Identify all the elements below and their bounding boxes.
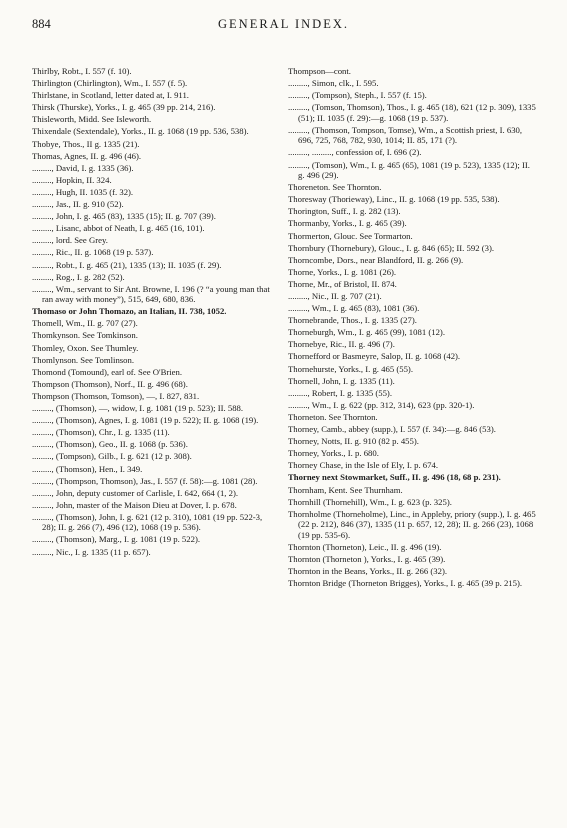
index-entry: Thobye, Thos., II g. 1335 (21). <box>32 138 140 149</box>
index-column-right <box>288 66 536 590</box>
index-entry: Thirlstane, in Scotland, letter dated at, I. 911. <box>32 90 189 101</box>
index-entry: ........., (Thomson), Marg., I. g. 1081 (19 p. 522). <box>32 534 201 545</box>
index-entry: Thornefford or Basmeyre, Salop, II. g. 1068 (42). <box>288 351 461 362</box>
index-entry: Thorington, Suff., I. g. 282 (13). <box>288 206 401 217</box>
page-number: 884 <box>32 17 51 31</box>
index-entry: ........., (Thompson, Thomson), Jas., I. 557 (f. 58):—g. 1081 (28). <box>32 475 258 486</box>
index-entry: ........., (Thomson), Agnes, I. g. 1081 (19 p. 522); II. g. 1068 (19). <box>32 415 259 426</box>
index-entry: Thornton Bridge (Thorneton Brigges), Yorks., I. g. 465 (39 p. 215). <box>288 578 523 589</box>
index-entry: ........., John, deputy customer of Carlisle, I. 642, 664 (1, 2). <box>32 487 239 498</box>
index-entry: ........., Robert, I. g. 1335 (55). <box>288 387 392 398</box>
index-entry: Thomond (Tomound), earl of. See O'Brien. <box>32 366 183 377</box>
index-entry: Thomlynson. See Tomlinson. <box>32 354 135 365</box>
index-entry: Thoreneton. See Thornton. <box>288 182 382 193</box>
index-entry: Thorney, Yorks., I. p. 680. <box>288 448 379 459</box>
index-entry: ........., Rog., I. g. 282 (52). <box>32 271 125 282</box>
index-entry: ........., (Tomson), Wm., I. g. 465 (65), 1081 (19 p. 523), 1335 (12); II. g. 496 (29). <box>288 159 530 181</box>
index-column-left <box>32 66 278 559</box>
index-entry: Thomas, Agnes, II. g. 496 (46). <box>32 150 142 161</box>
index-entry: Thornebye, Ric., II. g. 496 (7). <box>288 339 395 350</box>
index-entry: Thompson (Thomson, Tomson), —, I. 827, 831. <box>32 390 200 401</box>
index-entry: Thornton (Thorneton ), Yorks., I. g. 465 (39). <box>288 553 446 564</box>
index-entry: ........., Simon, clk., I. 595. <box>288 78 379 89</box>
index-entry: ........., David, I. g. 1335 (36). <box>32 162 134 173</box>
index-entry: ........., lord. See Grey. <box>32 235 108 246</box>
index-entry: Thisleworth, Midd. See Isleworth. <box>32 114 152 125</box>
index-entry: Thomell, Wm., II. g. 707 (27). <box>32 318 138 329</box>
index-entry: ........., Jas., II. g. 910 (52). <box>32 199 124 210</box>
index-entry: ........., Hugh, II. 1035 (f. 32). <box>32 186 134 197</box>
index-entry: Thorney, Notts, II. g. 910 (82 p. 455). <box>288 436 419 447</box>
index-entry: ........., (Thomson, Tompson, Tomse), Wm., a Scottish priest, I. 630, 696, 725, 768, 782, 930, 1014; II. 85, 171 (?). <box>288 124 523 146</box>
index-entry: ........., Hopkin, II. 324. <box>32 174 112 185</box>
index-entry: Thorney Chase, in the Isle of Ely, I. p. 674. <box>288 460 438 471</box>
index-entry: ........., Lisanc, abbot of Neath, I. g. 465 (16, 101). <box>32 223 205 234</box>
index-entry: ........., (Tompson), Gilb., I. g. 621 (12 p. 308). <box>32 451 192 462</box>
index-entry: Thomley, Oxon. See Thumley. <box>32 342 139 353</box>
index-entry: Thornehurste, Yorks., I. g. 465 (55). <box>288 363 413 374</box>
index-entry: Thompson (Thomson), Norf., II. g. 496 (68). <box>32 378 188 389</box>
index-entry: Thornebrande, Thos., I. g. 1335 (27). <box>288 315 417 326</box>
index-entry: ........., Nic., I. g. 1335 (11 p. 657). <box>32 546 151 557</box>
index-entry: ........., (Tompson), Steph., I. 557 (f. 15). <box>288 90 427 101</box>
index-entry: Thorne, Yorks., I. g. 1081 (26). <box>288 266 397 277</box>
running-head: GENERAL INDEX. <box>218 17 349 31</box>
index-entry: Thirlby, Robt., I. 557 (f. 10). <box>32 66 132 76</box>
index-entry: Thoresway (Thorieway), Linc., II. g. 1068 (19 pp. 535, 538). <box>288 194 500 205</box>
index-entry: ........., (Thomson), —, widow, I. g. 1081 (19 p. 523); II. 588. <box>32 403 244 414</box>
index-entry: Thornton in the Beans, Yorks., II. g. 266 (32). <box>288 565 448 576</box>
index-entry: Thormanby, Yorks., I. g. 465 (39). <box>288 218 407 229</box>
index-entry: Thorncombe, Dors., near Blandford, II. g. 266 (9). <box>288 254 464 265</box>
index-entry: ........., ........., confession of, I. 696 (2). <box>288 147 422 158</box>
index-entry: Thornton (Thorneton), Leic., II. g. 496 (19). <box>288 541 442 552</box>
index-entry: Thorneton. See Thornton. <box>288 411 378 422</box>
index-entry: Thorney next Stowmarket, Suff., II. g. 496 (18, 68 p. 231). <box>288 472 501 483</box>
index-entry: Thorneburgh, Wm., I. g. 465 (99), 1081 (12). <box>288 327 445 338</box>
index-entry: Thirlington (Chirlington), Wm., I. 557 (f. 5). <box>32 78 188 89</box>
index-entry: ........., (Thomson), Hen., I. 349. <box>32 463 143 474</box>
index-entry: ........., Wm., servant to Sir Ant. Browne, I. 196 (? “a young man that ran away with money”), 515, 649, 680, 836. <box>32 283 270 305</box>
index-entry: Thormerton, Glouc. See Tormarton. <box>288 230 413 241</box>
index-entry: Thornholme (Thorneholme), Linc., in Appleby, priory (supp.), I. g. 465 (22 p. 212), 846 (37), 1335 (11 p. 657, 12, 28); II. g. 266 (23), 1068 (19 pp. 535-6). <box>288 508 536 540</box>
index-entry: ........., Wm., I. g. 465 (83), 1081 (36). <box>288 303 420 314</box>
index-entry: Thixendale (Sextendale), Yorks., II. g. 1068 (19 pp. 536, 538). <box>32 126 249 137</box>
page-header <box>32 17 535 37</box>
index-entry: Thompson—cont. <box>288 66 351 76</box>
index-entry: ........., (Tomson, Thomson), Thos., I. g. 465 (18), 621 (12 p. 309), 1335 (51); II. 1035 (f. 29):—g. 1068 (19 p. 537). <box>288 102 536 123</box>
index-entry: Thomkynson. See Tomkinson. <box>32 330 138 341</box>
index-entry: ........., Nic., II. g. 707 (21). <box>288 291 382 301</box>
index-entry: Thirsk (Thurske), Yorks., I. g. 465 (39 pp. 214, 216). <box>32 102 216 113</box>
index-entry: Thorney, Camb., abbey (supp.), I. 557 (f. 34):—g. 846 (53). <box>288 424 496 435</box>
index-entry: ........., (Thomson), Chr., I. g. 1335 (11). <box>32 427 170 438</box>
index-entry: ........., (Thomson), John, I. g. 621 (12 p. 310), 1081 (19 pp. 522-3, 28); II. g. 266 (7), 496 (12), 1068 (19 p. 536). <box>32 511 263 533</box>
index-entry: Thornbury (Thornebury), Glouc., I. g. 846 (65); II. 592 (3). <box>288 242 495 253</box>
index-entry: Thomaso or John Thomazo, an Italian, II. 738, 1052. <box>32 306 227 317</box>
index-entry: ........., John, master of the Maison Dieu at Dover, I. p. 678. <box>32 499 237 510</box>
index-entry: Thornell, John, I. g. 1335 (11). <box>288 375 395 386</box>
index-entry: ........., Robt., I. g. 465 (21), 1335 (13); II. 1035 (f. 29). <box>32 259 222 270</box>
index-entry: ........., Ric., II. g. 1068 (19 p. 537). <box>32 247 154 258</box>
index-entry: Thornhill (Thornehill), Wm., I. g. 623 (p. 325). <box>288 496 452 507</box>
index-entry: Thorne, Mr., of Bristol, II. 874. <box>288 278 397 289</box>
index-entry: Thornham, Kent. See Thurnham. <box>288 484 403 495</box>
index-entry: ........., John, I. g. 465 (83), 1335 (15); II. g. 707 (39). <box>32 211 216 222</box>
index-entry: ........., Wm., I. g. 622 (pp. 312, 314), 623 (pp. 320-1). <box>288 399 475 410</box>
index-entry: ........., (Thomson), Geo., II. g. 1068 (p. 536). <box>32 439 188 450</box>
